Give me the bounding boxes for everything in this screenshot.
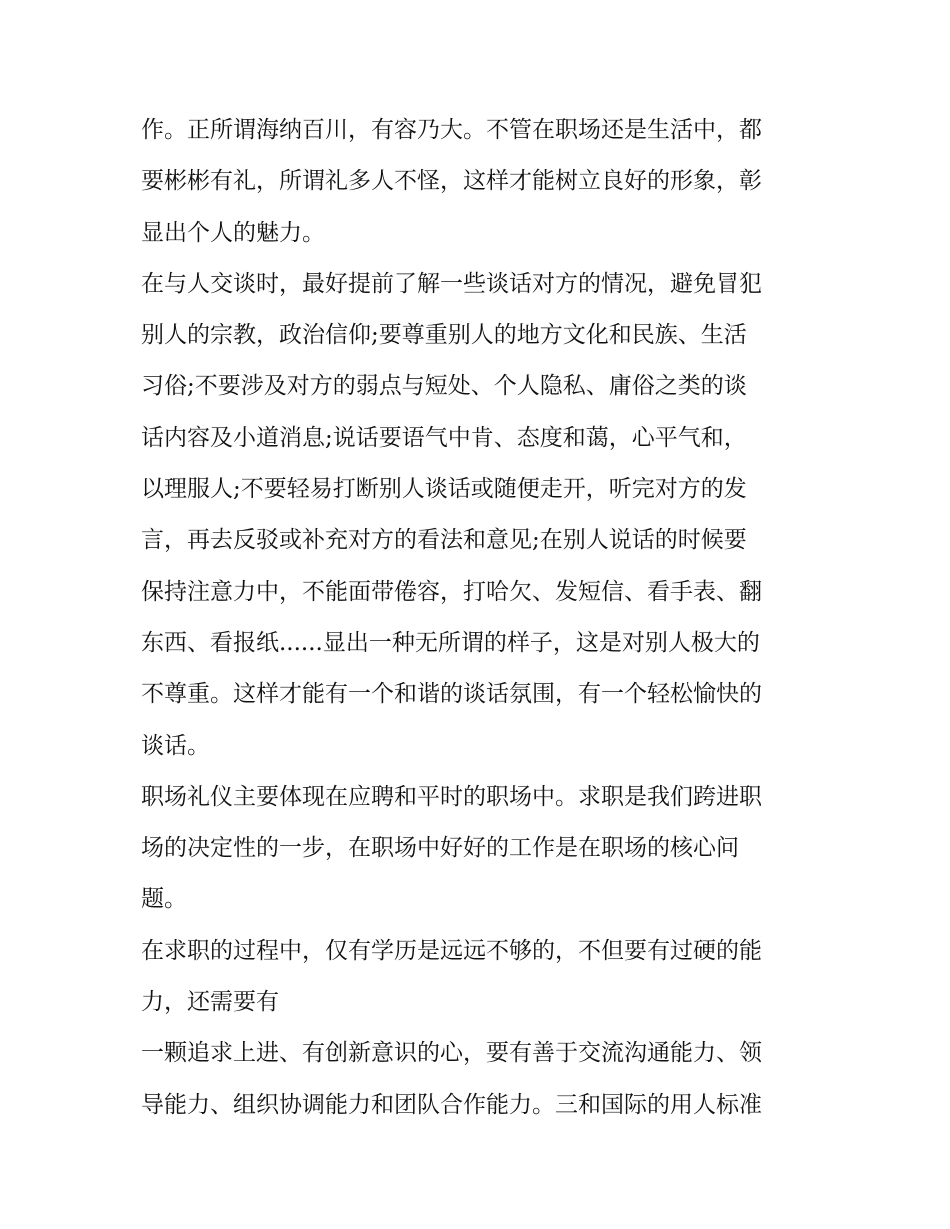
text-line: 话内容及小道消息;说话要语气中肯、态度和蔼，心平气和， [141, 424, 747, 451]
text-line: 作。正所谓海纳百川，有容乃大。不管在职场还是生活中，都 [141, 117, 762, 143]
text-line: 力，还需要有 [141, 989, 279, 1016]
text-line: 言，再去反驳或补充对方的看法和意见;在别人说话的时候要 [141, 527, 747, 554]
text-line: 一颗追求上进、有创新意识的心，要有善于交流沟通能力、领 [141, 1040, 762, 1067]
text-line: 东西、看报纸......显出一种无所谓的样子，这是对别人极大的 [141, 629, 760, 656]
text-line: 习俗;不要涉及对方的弱点与短处、个人隐私、庸俗之类的谈 [141, 373, 747, 400]
text-line: 显出个人的魅力。 [141, 219, 325, 246]
text-line: 要彬彬有礼，所谓礼多人不怪，这样才能树立良好的形象，彰 [141, 168, 762, 195]
text-line: 以理服人;不要轻易打断别人谈话或随便走开，听完对方的发 [141, 476, 747, 503]
text-line: 职场礼仪主要体现在应聘和平时的职场中。求职是我们跨进职 [141, 783, 762, 810]
text-line: 在与人交谈时，最好提前了解一些谈话对方的情况，避免冒犯 [141, 270, 762, 297]
text-line: 题。 [141, 886, 187, 913]
document-body [141, 105, 821, 1131]
text-line: 别人的宗教，政治信仰;要尊重别人的地方文化和民族、生活 [141, 322, 747, 349]
text-line: 在求职的过程中，仅有学历是远远不够的，不但要有过硬的能 [141, 937, 762, 964]
text-line: 导能力、组织协调能力和团队合作能力。三和国际的用人标准 [141, 1091, 762, 1118]
text-line: 场的决定性的一步，在职场中好好的工作是在职场的核心问 [141, 835, 739, 862]
text-line: 不尊重。这样才能有一个和谐的谈话氛围，有一个轻松愉快的 [141, 681, 762, 708]
text-line: 保持注意力中，不能面带倦容，打哈欠、发短信、看手表、翻 [141, 578, 762, 605]
text-line: 谈话。 [141, 732, 210, 759]
